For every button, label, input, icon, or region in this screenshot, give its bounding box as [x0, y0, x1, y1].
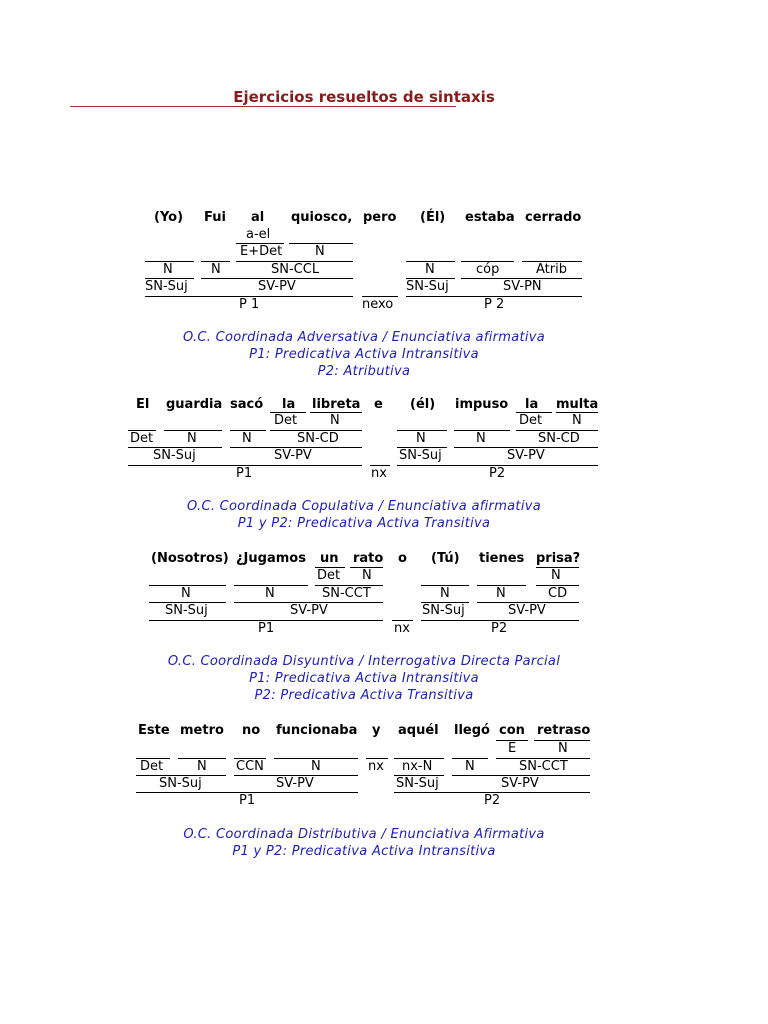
- label: P1: [236, 466, 253, 481]
- label: SN-Suj: [399, 448, 442, 463]
- label: SV-PV: [258, 279, 296, 294]
- label: N: [558, 741, 568, 756]
- label: N: [572, 413, 582, 428]
- word: (él): [410, 397, 436, 412]
- label: SN-CCL: [271, 262, 320, 277]
- label: SN-Suj: [396, 776, 439, 791]
- label: N: [362, 568, 372, 583]
- word: cerrado: [525, 210, 582, 225]
- label: Det: [519, 413, 543, 428]
- label: N: [181, 586, 191, 601]
- word: e: [374, 397, 383, 412]
- word: ¿Jugamos: [236, 551, 306, 566]
- label: nexo: [362, 297, 394, 312]
- word: un: [320, 551, 339, 566]
- label: E: [508, 741, 517, 756]
- caption: O.C. Coordinada Copulativa / Enunciativa afirmativa: [187, 499, 541, 514]
- label: SN-CD: [297, 431, 339, 446]
- word: quiosco,: [291, 210, 353, 225]
- label: CD: [548, 586, 568, 601]
- label: N: [265, 586, 275, 601]
- label: SN-CD: [538, 431, 580, 446]
- word: Este: [138, 723, 170, 738]
- label: SN-Suj: [145, 279, 188, 294]
- word: al: [251, 210, 265, 225]
- caption: O.C. Coordinada Disyuntiva / Interrogativa Directa Parcial: [167, 654, 561, 669]
- word: (Nosotros): [151, 551, 229, 566]
- word: con: [499, 723, 525, 738]
- caption: P1 y P2: Predicativa Activa Intransitiva: [232, 844, 496, 859]
- label: N: [163, 262, 173, 277]
- word: rato: [353, 551, 384, 566]
- label: N: [496, 586, 506, 601]
- caption: P2: Predicativa Activa Transitiva: [254, 688, 474, 703]
- label: nx-N: [402, 759, 433, 774]
- word: prisa?: [536, 551, 581, 566]
- word: la: [525, 397, 539, 412]
- label: SV-PV: [507, 448, 545, 463]
- label: Atrib: [536, 262, 567, 277]
- label: SN-Suj: [406, 279, 449, 294]
- caption: O.C. Coordinada Distributiva / Enunciativa Afirmativa: [183, 827, 545, 842]
- label: N: [551, 568, 561, 583]
- word: El: [136, 397, 150, 412]
- word: pero: [363, 210, 397, 225]
- label: CCN: [236, 759, 264, 774]
- label: SV-PV: [501, 776, 539, 791]
- label: N: [211, 262, 221, 277]
- word: llegó: [454, 723, 490, 738]
- label: SV-PV: [274, 448, 312, 463]
- label: P1: [239, 793, 256, 808]
- label: N: [465, 759, 475, 774]
- label: N: [187, 431, 197, 446]
- label: nx: [368, 759, 384, 774]
- word: retraso: [537, 723, 591, 738]
- word: (Yo): [154, 210, 184, 225]
- label: Det: [274, 413, 298, 428]
- label: SN-Suj: [165, 603, 208, 618]
- label: a-el: [246, 227, 271, 242]
- label: P1: [258, 621, 275, 636]
- label: SN-Suj: [159, 776, 202, 791]
- word: (Tú): [431, 551, 460, 566]
- label: SN-CCT: [519, 759, 568, 774]
- label: N: [476, 431, 486, 446]
- word: no: [242, 723, 261, 738]
- label: SV-PV: [290, 603, 328, 618]
- page-title: Ejercicios resueltos de sintaxis: [233, 88, 495, 106]
- label: N: [197, 759, 207, 774]
- word: y: [372, 723, 381, 738]
- word: funcionaba: [276, 723, 358, 738]
- word: impuso: [455, 397, 509, 412]
- label: N: [440, 586, 450, 601]
- word: tienes: [479, 551, 525, 566]
- label: P 1: [239, 297, 260, 312]
- word: libreta: [312, 397, 361, 412]
- label: N: [425, 262, 435, 277]
- word: guardia: [166, 397, 223, 412]
- label: Det: [140, 759, 164, 774]
- label: N: [315, 244, 325, 259]
- label: SN-Suj: [153, 448, 196, 463]
- word: Fui: [204, 210, 226, 225]
- word: estaba: [465, 210, 515, 225]
- label: SN-CCT: [322, 586, 371, 601]
- label: E+Det: [240, 244, 283, 259]
- label: P2: [489, 466, 506, 481]
- label: Det: [317, 568, 341, 583]
- word: o: [398, 551, 407, 566]
- word: la: [282, 397, 296, 412]
- label: cóp: [476, 262, 500, 277]
- label: P2: [491, 621, 508, 636]
- word: aquél: [398, 723, 439, 738]
- label: N: [416, 431, 426, 446]
- label: SV-PN: [503, 279, 542, 294]
- caption: O.C. Coordinada Adversativa / Enunciativa afirmativa: [182, 330, 546, 345]
- label: P2: [484, 793, 501, 808]
- word: (Él): [420, 210, 446, 225]
- label: SV-PV: [276, 776, 314, 791]
- label: SN-Suj: [422, 603, 465, 618]
- label: P 2: [484, 297, 505, 312]
- word: metro: [180, 723, 224, 738]
- label: Det: [130, 431, 154, 446]
- label: SV-PV: [508, 603, 546, 618]
- caption: P1: Predicativa Activa Intransitiva: [249, 671, 479, 686]
- label: nx: [394, 621, 410, 636]
- word: multa: [556, 397, 599, 412]
- caption: P1 y P2: Predicativa Activa Transitiva: [237, 516, 491, 531]
- word: sacó: [230, 397, 264, 412]
- label: N: [330, 413, 340, 428]
- caption: P2: Atributiva: [317, 364, 411, 379]
- caption: P1: Predicativa Activa Intransitiva: [249, 347, 479, 362]
- label: N: [311, 759, 321, 774]
- label: nx: [371, 466, 387, 481]
- label: N: [242, 431, 252, 446]
